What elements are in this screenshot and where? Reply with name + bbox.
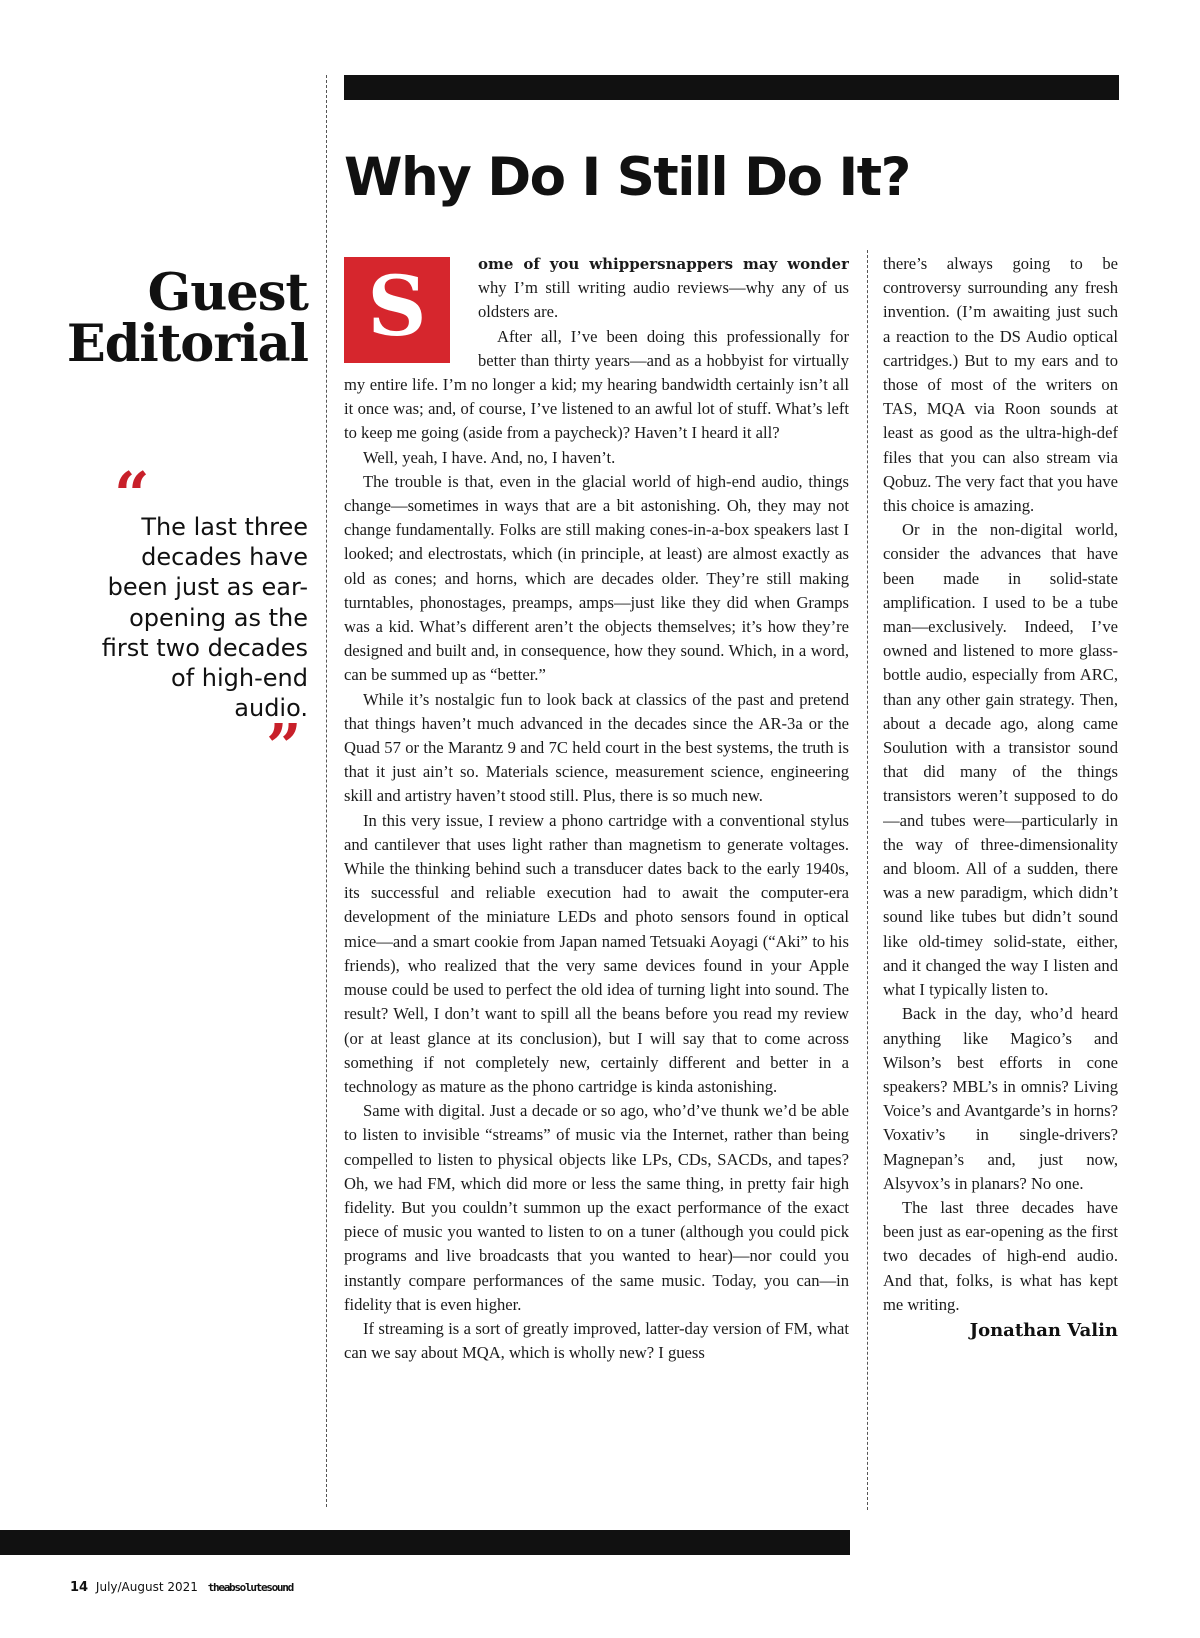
magazine-logo: theabsolutesound xyxy=(207,1581,293,1594)
paragraph-9: there’s always going to be controversy surrounding any fresh invention. (I’m awaiting just such a reaction to the DS Audio optical cartridges.) But to my ears and to those of most of the writers on TAS, MQA via Roon sounds at least as good as the ultra-high-def files that you can also stream via Qobuz. The very fact that you have this choice is amazing. xyxy=(883,254,1118,516)
lead-in: ome of you whippersnappers may wonder xyxy=(478,255,849,273)
column-rule-left xyxy=(326,75,327,1507)
paragraph-5: While it’s nostalgic fun to look back at classics of the past and pretend that things haven’t much advanced in the decades since the AR-3a or the Quad 57 or the Marantz 9 and 7C held court in the best systems, the truth is that it just ain’t so. Materials science, measurement science, engineering skill and artistry haven’t stood still. Plus, there is so much new. xyxy=(344,689,849,806)
paragraph-1-text: why I’m still writing audio reviews—why any of us oldsters are. xyxy=(478,278,849,322)
paragraph-3: Well, yeah, I have. And, no, I haven’t. xyxy=(363,447,616,467)
page-footer xyxy=(70,1580,470,1595)
paragraph-12: The last three decades have been just as ear-opening as the first two decades of high-end audio. And that, folks, is what has kept me writing. xyxy=(883,1197,1118,1314)
section-label-line2: Editorial xyxy=(66,314,308,374)
paragraph-11: Back in the day, who’d heard anything like Magico’s and Wilson’s best efforts in cone speakers? MBL’s in omnis? Living Voice’s and Avantgarde’s in horns? Voxativ’s in single-drivers? Magnepan’s and, just now, Alsyvox’s in planars? No one. xyxy=(883,1004,1118,1193)
article-headline: Why Do I Still Do It? xyxy=(344,147,910,208)
right-column xyxy=(883,252,1118,1452)
paragraph-10: Or in the non-digital world, consider the advances that have been made in solid-state amplification. I used to be a tube man—exclusively. Indeed, I’ve owned and listened to more glass-bottle audio, especially from ARC, than any other gain strategy. Then, about a decade ago, along came Soulution with a transistor sound that did many of the things transistors weren’t supposed to do—and tubes were—particularly in the way of three-dimensionality and bloom. All of a sudden, there was a new paradigm, which didn’t sound like tubes but didn’t sound like old-timey solid-state, either, and it changed the way I listen and what I typically listen to. xyxy=(883,520,1118,1000)
main-column xyxy=(344,252,849,1512)
section-label xyxy=(30,263,308,374)
page-number: 14 xyxy=(70,1580,89,1595)
issue-date: July/August 2021 xyxy=(95,1580,198,1594)
paragraph-7: Same with digital. Just a decade or so ago, who’d’ve thunk we’d be able to listen to invisible “streams” of music via the Internet, rather than being compelled to listen to physical objects like LPs, CDs, SACDs, and tapes? Oh, we had FM, which did more or less the same thing, in pretty fair high fidelity. But you couldn’t summon up the exact performance of the exact piece of music you wanted to listen to on a tuner (although you could pick programs and live broadcasts that you wanted to hear)—nor could you instantly compare performances of the same music. Today, you can—in fidelity that is even higher. xyxy=(344,1101,849,1314)
pull-quote: The last three decades have been just as ear-opening as the first two decades of high-end audio. xyxy=(101,513,308,723)
bottom-bar xyxy=(0,1530,850,1555)
paragraph-6: In this very issue, I review a phono cartridge with a conventional stylus and cantilever that uses light rather than magnetism to generate voltages. While the thinking behind such a transducer dates back to the early 1940s, its successful and reliable execution had to await the computer-era development of the miniature LEDs and photo sensors found in optical mice—and a smart cookie from Japan named Tetsuaki Aoyagi (“Aki” to his friends), who realized that the very same devices found in your Apple mouse could be used to perfect the old idea of turning light into sound. The result? Well, I don’t want to spill all the beans before you read my review (or at least glance at its conclusion), but I will say that to come across something if not completely new, certainly different and better in a technology as mature as the phono cartridge is kinda astonishing. xyxy=(344,810,849,1096)
close-quote-icon: ” xyxy=(266,710,302,783)
paragraph-4: The trouble is that, even in the glacial world of high-end audio, things change—sometimes in ways that are a bit astonishing. Oh, they may not change fundamentally. Folks are still making cones-in-a-box speakers last I looked; and electrostats, which (in principle, at least) are almost exactly as old as cones; and horns, which are decades older. They’re still making turntables, phonostages, preamps, amps—just like they did when Gramps was a kid. What’s different aren’t the objects themselves; it’s how they’re designed and built and, in consequence, how they sound. Which, in a word, can be summed up as “better.” xyxy=(344,471,849,685)
paragraph-8: If streaming is a sort of greatly improved, latter-day version of FM, what can we say about MQA, which is wholly new? I guess xyxy=(344,1318,849,1363)
section-label-line1: Guest xyxy=(147,263,308,323)
byline: Jonathan Valin xyxy=(969,1319,1118,1341)
top-bar xyxy=(344,75,1119,100)
column-rule-right xyxy=(867,250,868,1510)
drop-cap: S xyxy=(344,257,450,363)
paragraph-2: After all, I’ve been doing this professionally for better than thirty years—and as a hobbyist for virtually my entire life. I’m no longer a kid; my hearing bandwidth certainly isn’t all it once was; and, of course, I’ve listened to an awful lot of stuff. What’s left to keep me going (aside from a paycheck)? Haven’t I heard it all? xyxy=(344,326,849,443)
open-quote-icon: “ xyxy=(114,458,150,531)
